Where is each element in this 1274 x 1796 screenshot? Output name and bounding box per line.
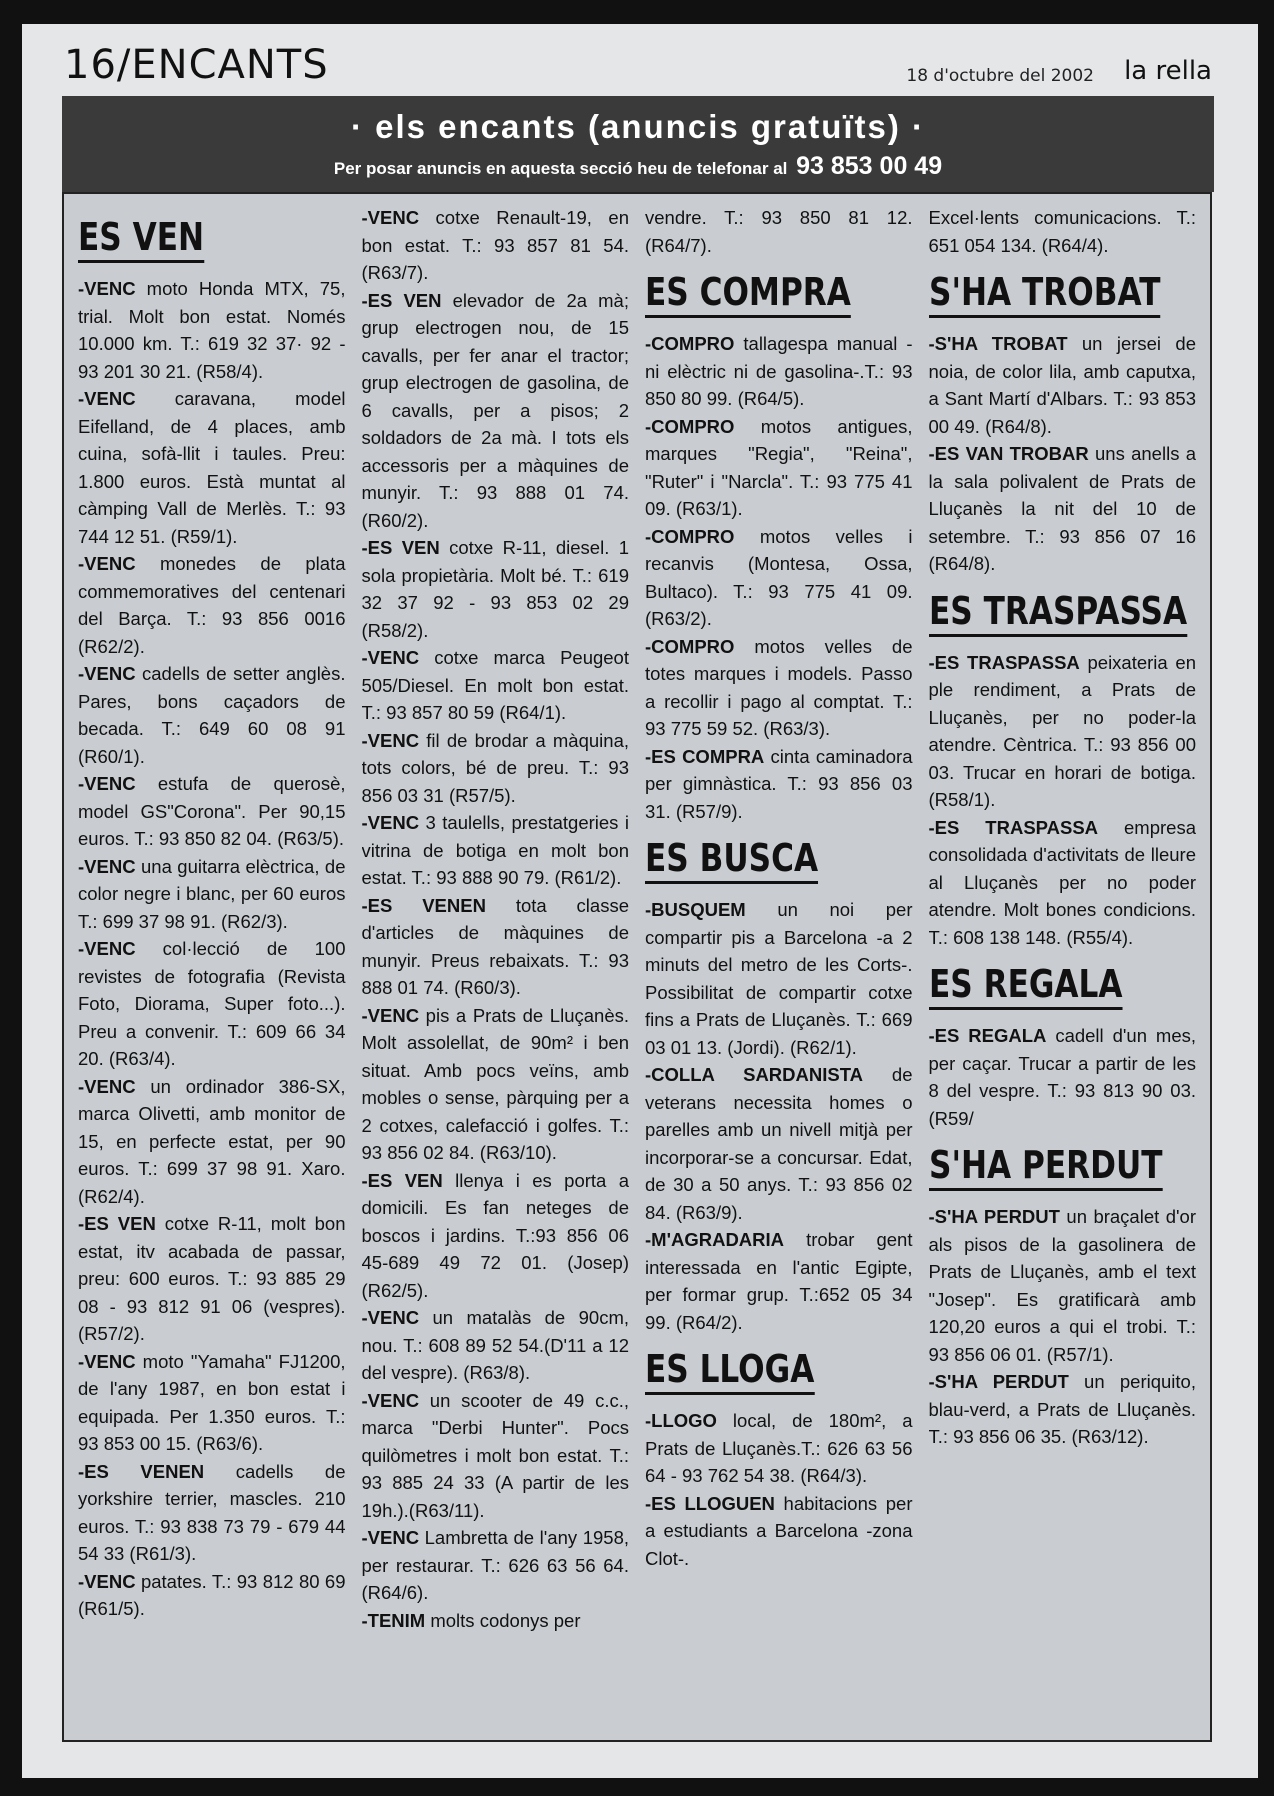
classified-ad [929,1203,1197,1368]
classified-ad [78,1210,346,1348]
column-3 [645,204,913,1740]
ad-text: pis a Prats de Lluçanès. Molt assolellat, de 90m² i ben situat. Amb pocs veïns, amb mobles o sense, pàrquing per a 2 cotxes, calefacció i golfes. T.: 93 856 02 84. (R63/10). [361,1004,629,1163]
ad-text: cotxe R-11, molt bon estat, itv acabada de passar, preu: 600 euros. T.: 93 885 29 08 - 93 812 91 06 (vespres). (R57/2). [78,1213,346,1344]
ad-text: cotxe marca Peugeot 505/Diesel. En molt bon estat. T.: 93 857 80 59 (R64/1). [361,647,629,723]
ad-lead: -M'AGRADARIA [645,1229,785,1250]
category-heading: ES REGALA [929,965,1123,1010]
ad-text: patates. T.: 93 812 80 69 (R61/5). [78,1570,346,1619]
ad-text: trobar gent interessada en l'antic Egipte, per formar grup. T.:652 05 34 99. (R64/2). [645,1229,913,1333]
category-heading: ES TRASPASSA [929,592,1187,637]
paper-name: la rella [1124,56,1212,86]
ad-lead: -S'HA PERDUT [928,1371,1069,1392]
column-1 [78,204,346,1740]
ad-text: tallagespa manual -ni elèctric ni de gasolina-.T.: 93 850 80 99. (R64/5). [645,333,913,409]
classified-ad [929,814,1197,952]
classified-ad [78,1348,346,1458]
classified-ad [645,523,913,633]
ad-text: un ordinador 386-SX, marca Olivetti, amb monitor de 15, en perfecte estat, per 90 euros. T.: 699 37 98 91. Xaro. (R62/4). [78,1075,346,1207]
ad-lead: -VENC [361,812,420,833]
ad-text: molts codonys per [425,1609,581,1631]
banner-subtitle-text: Per posar anuncis en aquesta secció heu de telefonar al [333,159,788,178]
classified-ad [78,385,346,550]
ad-lead: -BUSQUEM [645,899,746,920]
banner-subtitle [62,152,1214,181]
banner-title: · els encants (anuncis gratuïts) · [350,108,926,145]
ad-text: Lambretta de l'any 1958, per restaurar. T.: 626 63 56 64. (R64/6). [361,1527,629,1603]
classified-ad [78,935,346,1073]
ad-text: un scooter de 49 c.c., marca "Derbi Hunter". Pocs quilòmetres i molt bon estat. T.: 93 885 24 33 (A partir de les 19h.).(R63/11). [361,1389,629,1521]
ad-text: un matalàs de 90cm, nou. T.: 608 89 52 54.(D'11 a 12 del vespre). (R63/8). [361,1307,629,1383]
ad-text: habitacions per a estudiants a Barcelona -zona Clot-. [645,1492,913,1569]
classifieds-content [62,192,1212,1742]
classified-ad [362,892,630,1002]
ad-text: local, de 180m², a Prats de Lluçanès.T.: 626 63 56 64 - 93 762 54 38. (R64/3). [645,1410,913,1486]
issue-date: 18 d'octubre del 2002 [906,66,1094,86]
classified-ad [78,1568,346,1623]
ad-lead: -ES VEN [361,537,440,558]
ad-lead: -ES VEN [78,1213,156,1234]
classified-ad [929,204,1197,259]
ad-lead: -VENC [361,1527,420,1548]
classified-ad [929,440,1197,578]
ad-lead: -COMPRO [645,525,735,547]
ad-text: estufa de querosè, model GS"Corona". Per 90,15 euros. T.: 93 850 82 04. (R63/5). [78,773,346,849]
classifieds-banner [62,96,1214,192]
ad-text: motos antigues, marques "Regia", "Reina", "Ruter" i "Narcla". T.: 93 775 41 09. (R63/1). [645,415,913,519]
ad-lead: -VENC [361,1004,420,1026]
column-4 [929,204,1197,1740]
classified-ad [78,853,346,936]
ad-lead: -VENC [78,663,136,684]
classified-ad [78,660,346,770]
ad-text: uns anells a la sala polivalent de Prats de Lluçanès la nit del 10 de setembre. T.: 93 856 07 16 (R64/8). [928,443,1196,574]
classified-ad [645,413,913,523]
classified-ad [645,1061,913,1226]
classified-ad [362,644,630,727]
ad-lead: -VENC [78,773,136,794]
classified-ad [645,1226,913,1336]
classified-ad [362,1304,630,1387]
ad-lead: -S'HA PERDUT [928,1206,1060,1227]
ad-text: elevador de 2a mà; grup electrogen nou, de 15 cavalls, per fer anar el tractor; grup electrogen de gasolina, de 6 cavalls, per a pisos; 2 soldadors de 2a mà. I tots els accessoris per a màquines de munyir. T.: 93 888 01 74. (R60/2). [361,289,629,531]
category-heading: ES VEN [78,218,204,263]
ad-text: cadell d'un mes, per caçar. Trucar a partir de les 8 del vespre. T.: 93 813 90 03. (R59/ [928,1025,1196,1129]
ad-text: caravana, model Eifelland, de 4 places, amb cuina, sofà-llit i taules. Preu: 1.800 euros. Està muntat al càmping Vall de Merlès. T.: 93 744 12 51. (R59/1). [78,388,346,547]
classified-ad [78,1458,346,1568]
ad-text: fil de brodar a màquina, tots colors, bé de preu. T.: 93 856 03 31 (R57/5). [361,729,629,806]
ad-lead: -VENC [78,388,136,409]
ad-text: empresa consolidada d'activitats de lleure al Lluçanès per no poder atendre. Molt bones condicions. T.: 608 138 148. (R55/4). [928,816,1196,948]
ad-text: cadells de yorkshire terrier, mascles. 210 euros. T.: 93 838 73 79 - 679 44 54 33 (R61/3). [78,1460,346,1564]
classified-ad [78,550,346,660]
classified-ad [929,649,1197,814]
ad-text: monedes de plata commemoratives del centenari del Barça. T.: 93 856 0016 (R62/2). [78,553,346,657]
classified-ad [645,330,913,413]
category-heading: S'HA TROBAT [929,273,1160,318]
ad-text: un braçalet d'or als pisos de la gasolinera de Prats de Lluçanès, amb el text "Josep". Es gratificarà amb 120,20 euros a qui el trobi. T.: 93 856 06 01. (R57/1). [928,1206,1196,1365]
ad-text: cadells de setter anglès. Pares, bons caçadors de becada. T.: 649 60 08 91 (R60/1). [78,663,346,767]
ad-lead: -VENC [361,647,420,668]
ad-lead: -ES VEN [361,1169,443,1191]
classified-ad [362,1607,630,1635]
ad-lead: -ES REGALA [928,1025,1047,1046]
classified-ad [78,1073,346,1211]
ad-text: de veterans necessita homes o parelles amb un nivell mitjà per incorporar-se a concursar. Edat, de 30 a 50 anys. T.: 93 856 02 84. (R63/9). [645,1064,913,1223]
ad-lead: -VENC [78,938,136,959]
banner-phone: 93 853 00 49 [796,152,943,180]
ad-lead: -ES TRASPASSA [928,651,1080,673]
ad-lead: -S'HA TROBAT [928,333,1068,354]
ad-lead: -ES VENEN [361,894,486,916]
category-heading: ES COMPRA [645,273,851,318]
category-heading: ES BUSCA [645,839,818,884]
ad-text: moto "Yamaha" FJ1200, de l'any 1987, en bon estat i equipada. Per 1.350 euros. T.: 93 853 00 15. (R63/6). [78,1350,346,1454]
ad-lead: -COLLA SARDANISTA [645,1064,864,1085]
classified-ad [645,896,913,1061]
ad-lead: -ES TRASPASSA [928,816,1099,838]
ad-lead: -VENC [78,278,136,299]
ad-lead: -COMPRO [645,415,735,437]
ad-lead: -VENC [78,855,136,877]
ad-text: col·lecció de 100 revistes de fotografia (Revista Foto, Diorama, Super foto...). Preu a convenir. T.: 609 66 34 20. (R63/4). [78,938,346,1069]
newspaper-page [22,24,1258,1778]
classified-ad [362,1387,630,1525]
ad-text: un noi per compartir pis a Barcelona -a 2 minuts del metro de les Corts-. Possibilitat de compartir cotxe fins a Prats de Lluçanès. T.: 669 03 01 13. (Jordi). (R62/1). [645,899,913,1058]
ad-text: Excel·lents comunicacions. T.: 651 054 134. (R64/4). [928,207,1196,256]
classified-ad [929,1368,1197,1451]
ad-text: motos velles de totes marques i models. Passo a recollir i pago al comptat. T.: 93 775 59 52. (R63/3). [645,635,913,739]
ad-text: peixateria en ple rendiment, a Prats de Lluçanès, per no poder-la atendre. Cèntrica. T.: 93 856 00 03. Trucar en horari de botiga. (R58/1). [928,651,1196,810]
ad-text: cotxe Renault-19, en bon estat. T.: 93 857 81 54. (R63/7). [361,207,629,283]
ad-lead: -VENC [78,1075,136,1097]
ad-lead: -ES COMPRA [645,745,765,767]
ad-text: moto Honda MTX, 75, trial. Molt bon estat. Només 10.000 km. T.: 619 32 37· 92 - 93 201 30 21. (R58/4). [78,278,346,382]
classified-ad [645,743,913,826]
ad-lead: -LLOGO [645,1410,717,1431]
classified-ad [645,1490,913,1573]
column-2 [362,204,630,1740]
classified-ad [362,204,630,287]
classified-ad [362,534,630,644]
classified-ad [362,1524,630,1607]
ad-lead: -ES LLOGUEN [645,1492,775,1514]
ad-lead: -ES VEN [361,289,442,311]
ad-text: motos velles i recanvis (Montesa, Ossa, Bultaco). T.: 93 775 41 09.(R63/2). [645,525,913,629]
section-title: 16/ENCANTS [64,42,329,88]
classified-ad [645,633,913,743]
ad-text: un periquito, blau-verd, a Prats de Lluçanès. T.: 93 856 06 35. (R63/12). [928,1371,1196,1447]
ad-text: tota classe d'articles de màquines de munyir. Preus rebaixats. T.: 93 888 01 74. (R60/3). [361,894,629,998]
classified-ad [645,204,913,259]
ad-lead: -COMPRO [645,635,735,657]
category-heading: S'HA PERDUT [929,1146,1163,1191]
ad-text: llenya i es porta a domicili. Es fan neteges de boscos i jardins. T.:93 856 06 45-689 49 72 01. (Josep) (R62/5). [361,1169,629,1301]
classified-ad [929,330,1197,440]
ad-text: cinta caminadora per gimnàstica. T.: 93 856 03 31. (R57/9). [645,745,913,822]
ad-text: cotxe R-11, diesel. 1 sola propietària. Molt bé. T.: 619 32 37 92 - 93 853 02 29 (R58/2). [361,537,629,641]
classified-ad [362,727,630,810]
ad-text: 3 taulells, prestatgeries i vitrina de botiga en molt bon estat. T.: 93 888 90 79. (R61/2). [361,812,629,888]
classified-ad [929,1022,1197,1132]
ad-lead: -VENC [78,553,136,574]
classified-ad [362,1002,630,1167]
classified-ad [362,809,630,892]
ad-lead: -VENC [361,729,420,751]
ad-lead: -VENC [78,1350,136,1372]
ad-lead: -ES VAN TROBAR [928,443,1089,464]
ad-lead: -COMPRO [645,333,735,354]
ad-lead: -VENC [78,1570,136,1592]
classified-ad [78,275,346,385]
ad-text: un jersei de noia, de color lila, amb caputxa, a Sant Martí d'Albars. T.: 93 853 00 49. (R64/8). [928,333,1196,437]
ad-lead: -TENIM [361,1609,426,1631]
ad-lead: -VENC [361,1389,420,1411]
ad-text: una guitarra elèctrica, de color negre i blanc, per 60 euros T.: 699 37 98 91. (R62/3). [78,855,346,932]
classified-ad [645,1407,913,1490]
ad-lead: -VENC [361,1307,420,1328]
ad-lead: -VENC [361,207,420,228]
classified-ad [362,287,630,535]
classified-ad [362,1167,630,1305]
category-heading: ES LLOGA [645,1350,814,1395]
ad-lead: -ES VENEN [78,1460,205,1482]
classified-ad [78,770,346,853]
ad-text: vendre. T.: 93 850 81 12. (R64/7). [645,207,913,256]
